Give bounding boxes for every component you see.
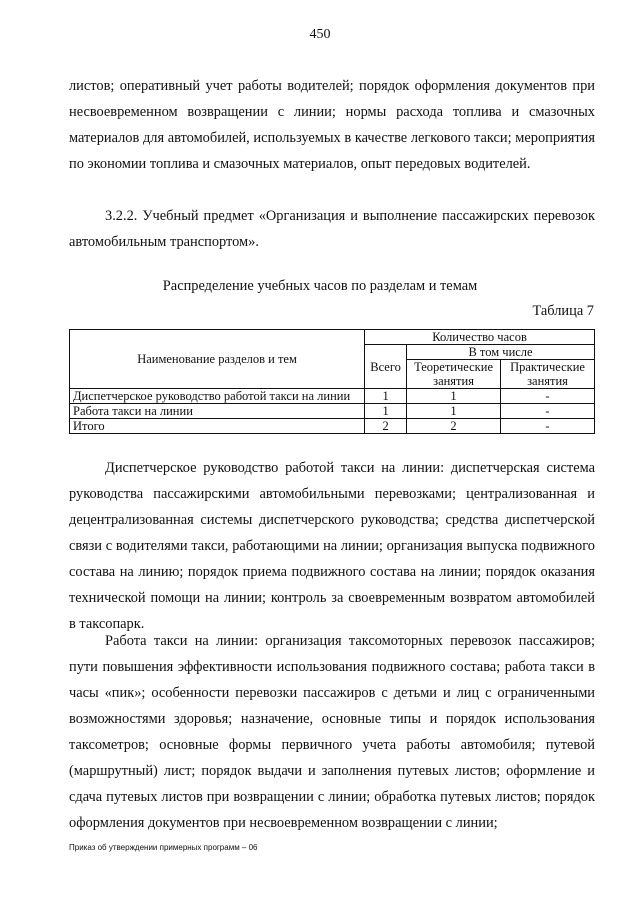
- page-footer: Приказ об утверждении примерных программ – 06: [69, 843, 258, 852]
- row-total: 1: [365, 389, 407, 404]
- header-total: Всего: [365, 345, 407, 389]
- row-name: Итого: [70, 419, 365, 434]
- header-hours: Количество часов: [365, 330, 595, 345]
- header-section-name: Наименование разделов и тем: [70, 330, 365, 389]
- header-practice: Практические занятия: [501, 360, 595, 389]
- row-total: 1: [365, 404, 407, 419]
- table-row: [70, 389, 595, 404]
- table-total-row: [70, 419, 595, 434]
- row-name: Работа такси на линии: [70, 404, 365, 419]
- table-row: [70, 404, 595, 419]
- row-name: Диспетчерское руководство работой такси на линии: [70, 389, 365, 404]
- table-title: Распределение учебных часов по разделам и темам: [162, 278, 478, 294]
- row-practice: -: [501, 419, 595, 434]
- table-header-row: [70, 330, 595, 345]
- subject-heading-paragraph: 3.2.2. Учебный предмет «Организация и выполнение пассажирских перевозок автомобильным транспортом».: [69, 208, 595, 250]
- table-label: Таблица 7: [532, 303, 594, 319]
- row-total: 2: [365, 419, 407, 434]
- row-theory: 1: [407, 404, 501, 419]
- row-practice: -: [501, 389, 595, 404]
- hours-table: [69, 329, 595, 434]
- paragraph-continuation: листов; оперативный учет работы водителей; порядок оформления документов при несвоевременном возвращении с линии; нормы расхода топлива и смазочных материалов для автомобилей, используемых в качестве легкового такси; мероприятия по экономии топлива и смазочных материалов, опыт передовых водителей.: [69, 78, 595, 172]
- header-including: В том числе: [407, 345, 595, 360]
- row-theory: 1: [407, 389, 501, 404]
- row-practice: -: [501, 404, 595, 419]
- row-theory: 2: [407, 419, 501, 434]
- page-number: 450: [309, 27, 331, 42]
- paragraph-taxi-work: Работа такси на линии: организация таксомоторных перевозок пассажиров; пути повышения эффективности использования подвижного состава; работа такси в часы «пик»; особенности перевозки пассажиров с детьми и лиц с ограниченными возможностями здоровья; назначение, основные типы и порядок использования таксометров; основные формы первичного учета работы автомобиля; путевой (маршрутный) лист; порядок выдачи и заполнения путевых листов; оформление и сдача путевых листов при возвращении с линии; обработка путевых листов; порядок оформления документов при несвоевременном возвращении с линии;: [69, 633, 595, 831]
- header-theory: Теоретические занятия: [407, 360, 501, 389]
- paragraph-dispatch: Диспетчерское руководство работой такси на линии: диспетчерская система руководства пассажирскими автомобильными перевозками; централизованная и децентрализованная системы диспетчерского руководства; средства диспетчерской связи с водителями такси, работающими на линии; организация выпуска подвижного состава на линию; порядок приема подвижного состава на линии; порядок оказания технической помощи на линии; контроль за своевременным возвратом автомобилей в таксопарк.: [69, 460, 595, 632]
